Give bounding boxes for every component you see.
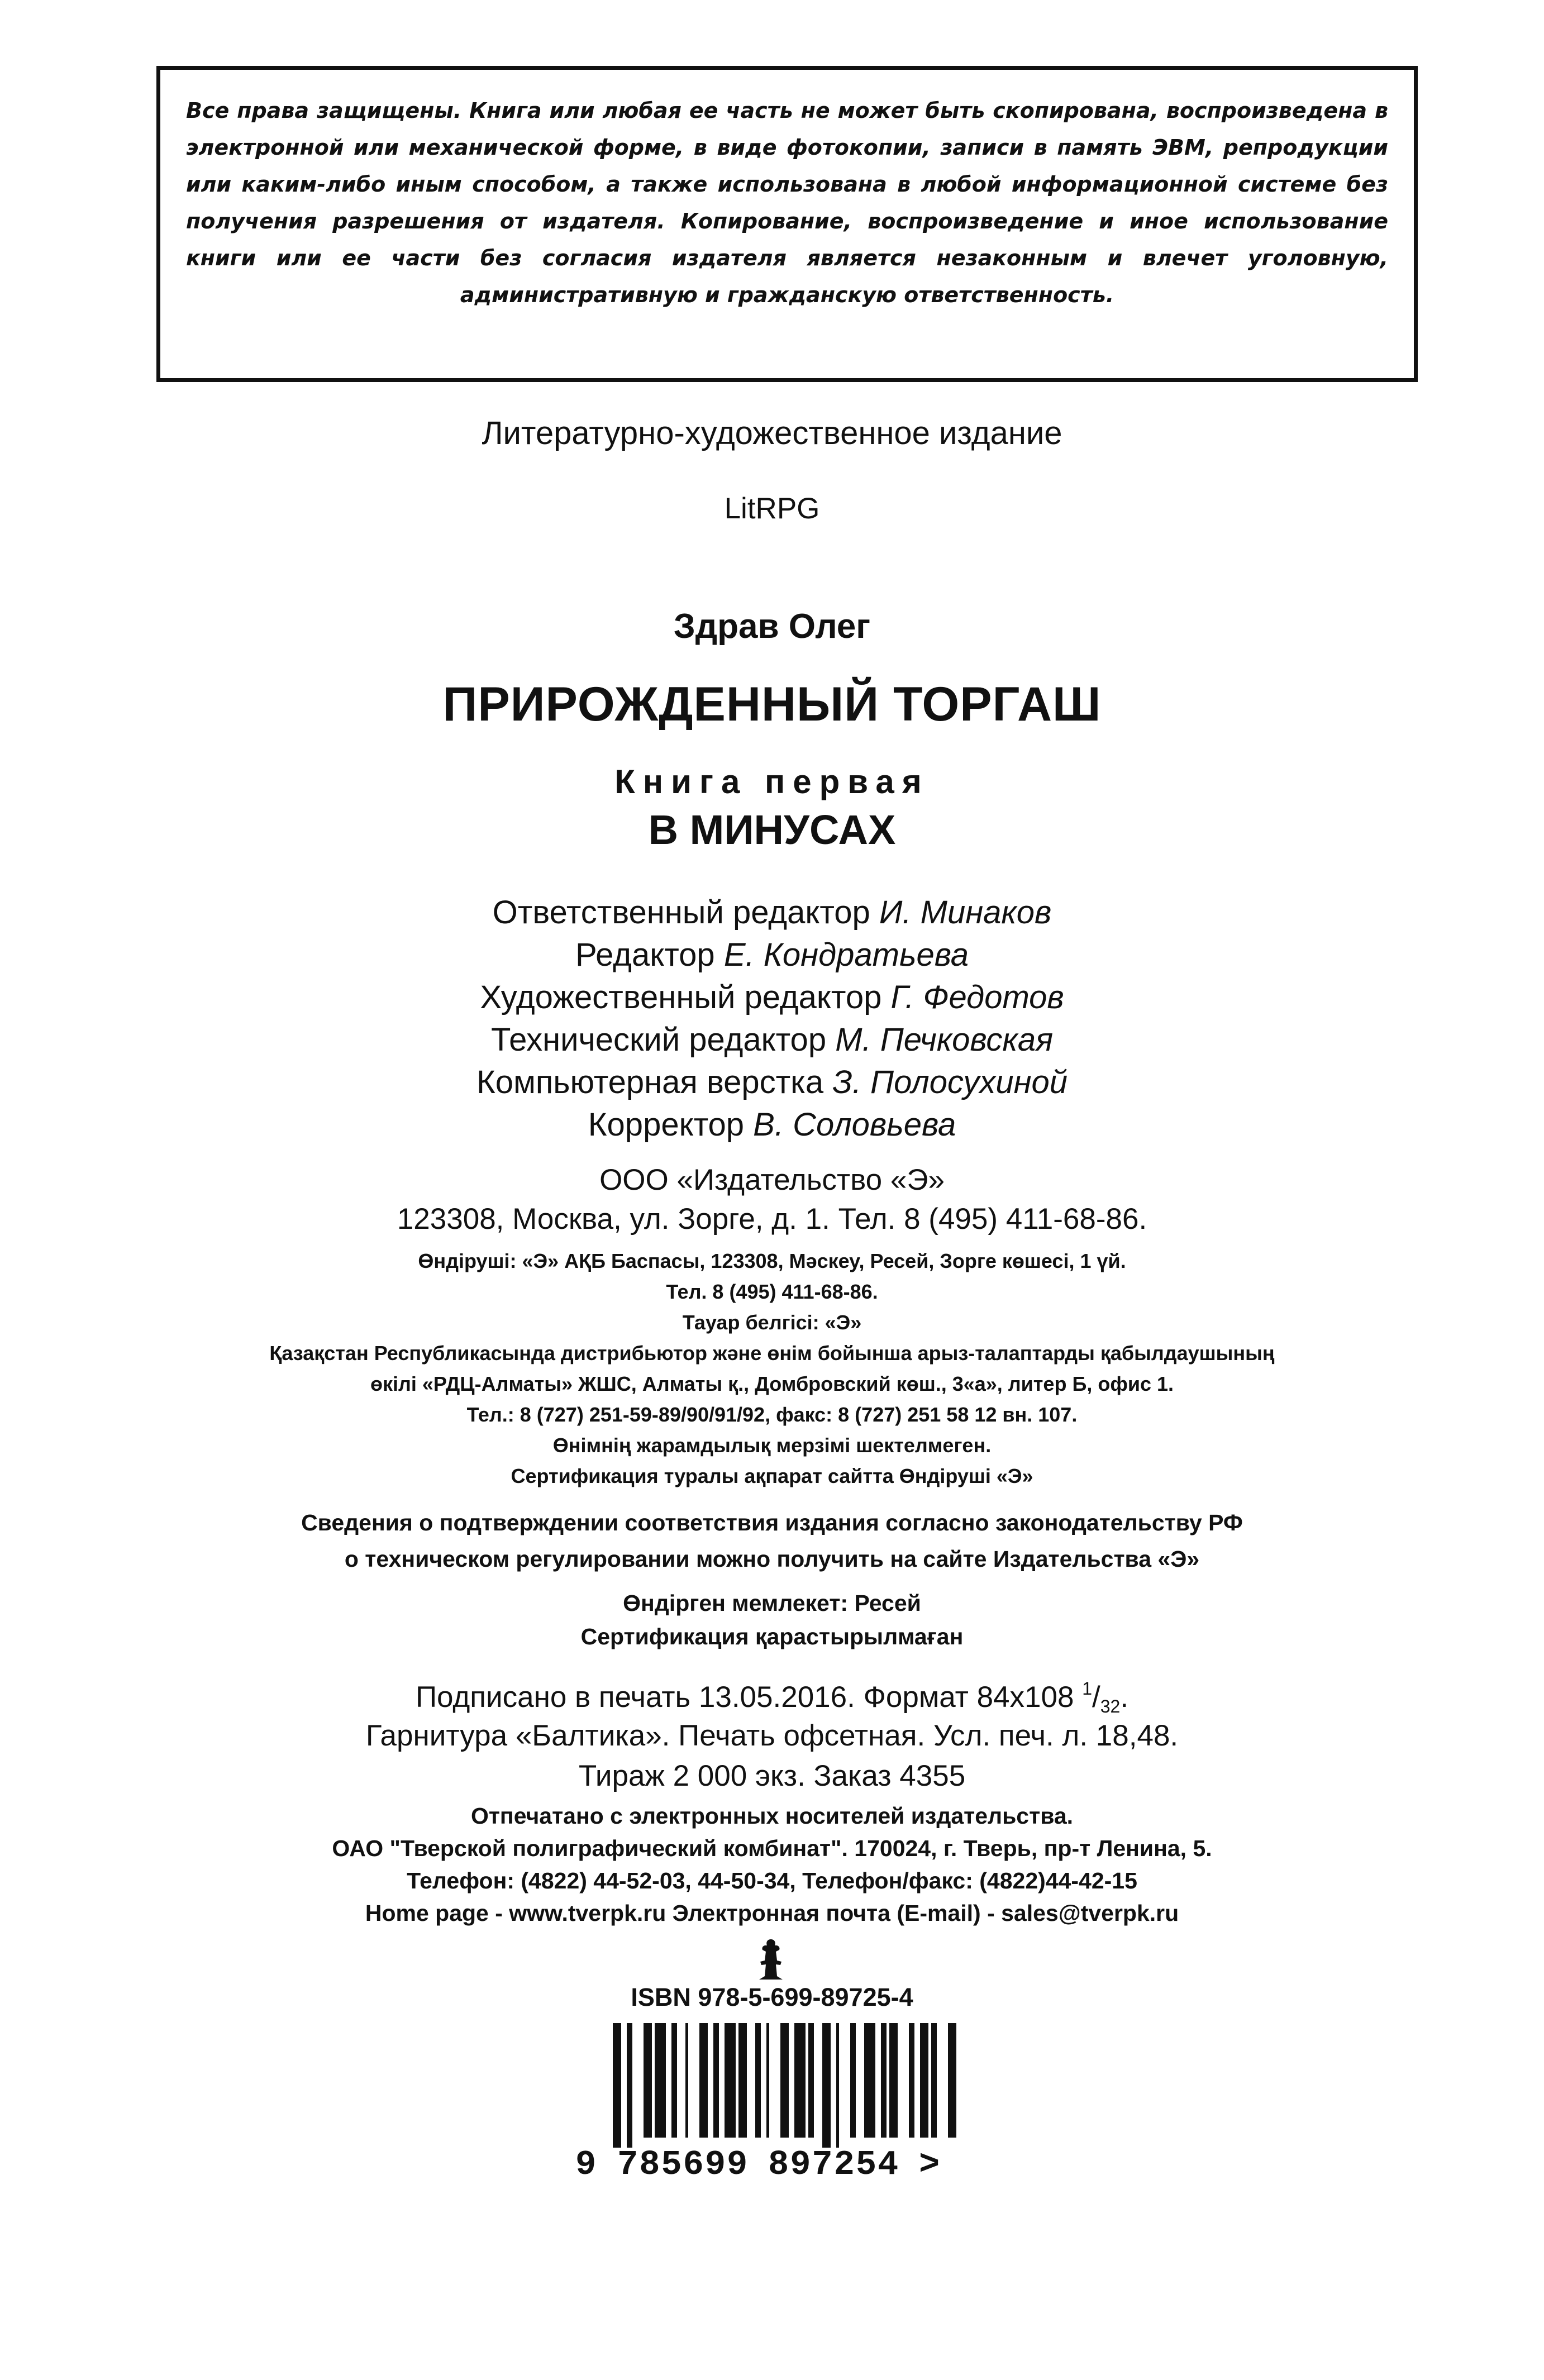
barcode-bar <box>808 2023 814 2138</box>
barcode-end-mark: > <box>919 2145 941 2185</box>
credit-role: Художественный редактор <box>480 979 882 1015</box>
printer-line: Отпечатано с электронных носителей издательства. <box>470 1803 1074 1829</box>
barcode-bar <box>836 2023 839 2148</box>
print-signed-line: Подписано в печать 13.05.2016. Формат 84х108 $^1/_{32}$. <box>415 1678 1129 1716</box>
kazakh-info-line: өкілі «РДЦ-Алматы» ЖШС, Алматы қ., Домбровский көш., 3«а», литер Б, офис 1. <box>370 1372 1174 1395</box>
book-subtitle: В МИНУСАХ <box>648 807 896 853</box>
kazakh-info-line: Тел. 8 (495) 411-68-86. <box>666 1280 878 1303</box>
kazakh-info-line: Сертификация туралы ақпарат сайтта Өндіруші «Э» <box>511 1465 1033 1487</box>
print-signed-text: Подписано в печать 13.05.2016. Формат 84х108 <box>415 1681 1074 1714</box>
credit-name: Е. Кондратьева <box>723 937 969 973</box>
copyright-notice: Все права защищены. Книга или любая ее часть не может быть скопирована, воспроизведена в электронной или механической форме, в виде фотокопии, записи в память ЭВМ, репродукции или каким-либо иным способом, а также использована в любой информационной системе без получения разрешения от издателя. Копирование, воспроизведение и иное использование книги или ее части без согласия издателя является незаконным и влечет уголовную, административную и гражданскую ответственность. <box>186 98 1388 307</box>
barcode-first-digit: 9 <box>575 2145 598 2185</box>
credit-role: Компьютерная верстка <box>476 1064 824 1100</box>
book-title: ПРИРОЖДЕННЫЙ ТОРГАШ <box>442 678 1102 731</box>
barcode-bar <box>655 2023 666 2138</box>
copyright-notice-box <box>156 66 1418 382</box>
origin-line: Сертификация қарастырылмаған <box>580 1624 964 1649</box>
series-label: Книга первая <box>614 763 930 800</box>
credit-role: Ответственный редактор <box>492 894 870 931</box>
genre: LitRPG <box>724 492 820 525</box>
kazakh-info-line: Қазақстан Республикасында дистрибьютор және өнім бойынша арыз-талаптарды қабылдаушының <box>269 1342 1275 1365</box>
isbn-barcode <box>613 2023 959 2148</box>
credit-role: Технический редактор <box>490 1022 827 1058</box>
barcode-bar <box>881 2023 887 2138</box>
barcode-bar <box>850 2023 856 2138</box>
credit-name: В. Соловьева <box>753 1106 956 1143</box>
print-run-line: Тираж 2 000 экз. Заказ 4355 <box>578 1759 966 1792</box>
publisher-address: 123308, Москва, ул. Зорге, д. 1. Тел. 8 (495) 411-68-86. <box>397 1203 1147 1236</box>
barcode-bar <box>644 2023 652 2138</box>
print-signed-end: . <box>1120 1681 1129 1714</box>
barcode-bar <box>613 2023 621 2148</box>
credit-role: Редактор <box>575 937 715 973</box>
credit-name: М. Печковская <box>835 1022 1054 1058</box>
printer-logo-icon <box>751 1937 790 1983</box>
print-typeface-line: Гарнитура «Балтика». Печать офсетная. Усл. печ. л. 18,48. <box>365 1719 1179 1752</box>
kazakh-info-line: Өндіруші: «Э» АҚБ Баспасы, 123308, Мәскеу, Ресей, Зорге көшесі, 1 үй. <box>418 1249 1126 1272</box>
barcode-bar <box>699 2023 708 2138</box>
credit-line <box>0 979 1544 1016</box>
kazakh-info-line: Өнімнің жарамдылық мерзімі шектелмеген. <box>552 1434 992 1457</box>
conformity-line: Сведения о подтверждении соответствия издания согласно законодательству РФ <box>301 1510 1243 1535</box>
credit-name: И. Минаков <box>879 894 1052 931</box>
credit-line <box>0 1106 1544 1143</box>
publisher-name: ООО «Издательство «Э» <box>599 1163 945 1196</box>
kazakh-info-line: Тел.: 8 (727) 251-59-89/90/91/92, факс: 8 (727) 251 58 12 вн. 107. <box>466 1403 1078 1426</box>
printer-line: Телефон: (4822) 44-52-03, 44-50-34, Телефон/факс: (4822)44-42-15 <box>407 1868 1137 1893</box>
credit-name: З. Полосухиной <box>832 1064 1068 1100</box>
barcode-bar <box>671 2023 677 2138</box>
barcode-bar <box>725 2023 736 2138</box>
barcode-bar <box>713 2023 719 2138</box>
barcode-bar <box>780 2023 789 2138</box>
origin-line: Өндірген мемлекет: Ресей <box>623 1590 921 1616</box>
barcode-bar <box>920 2023 928 2138</box>
barcode-bar <box>766 2023 769 2138</box>
author: Здрав Олег <box>673 607 871 646</box>
barcode-bar <box>794 2023 806 2138</box>
credit-line <box>0 894 1544 931</box>
credit-line <box>0 936 1544 974</box>
credit-name: Г. Федотов <box>890 979 1064 1015</box>
barcode-bar <box>738 2023 747 2138</box>
printer-line: ОАО "Тверской полиграфический комбинат". 170024, г. Тверь, пр-т Ленина, 5. <box>332 1835 1212 1861</box>
barcode-bar <box>909 2023 914 2138</box>
credit-line <box>0 1063 1544 1101</box>
conformity-line: о техническом регулировании можно получить на сайте Издательства «Э» <box>344 1546 1200 1572</box>
barcode-bar <box>889 2023 898 2138</box>
barcode-digit-group-1: 785699 <box>617 2145 749 2185</box>
credit-role: Корректор <box>588 1106 745 1143</box>
barcode-bar <box>948 2023 956 2138</box>
format-denominator: 32 <box>1100 1696 1121 1716</box>
barcode-bar <box>822 2023 831 2148</box>
barcode-bar <box>931 2023 937 2138</box>
credit-line <box>0 1021 1544 1058</box>
printer-line: Home page - www.tverpk.ru Электронная почта (E-mail) - sales@tverpk.ru <box>365 1900 1179 1926</box>
format-numerator: 1 <box>1082 1678 1092 1699</box>
barcode-bar <box>755 2023 761 2138</box>
barcode-bar <box>864 2023 875 2138</box>
barcode-bar <box>627 2023 632 2148</box>
barcode-digit-group-2: 897254 <box>768 2145 900 2185</box>
isbn-number: ISBN 978-5-699-89725-4 <box>631 1983 913 2011</box>
barcode-bar <box>685 2023 688 2138</box>
edition-type: Литературно-художественное издание <box>482 415 1062 451</box>
kazakh-info-line: Тауар белгісі: «Э» <box>682 1311 862 1334</box>
barcode-digits <box>575 2145 978 2184</box>
